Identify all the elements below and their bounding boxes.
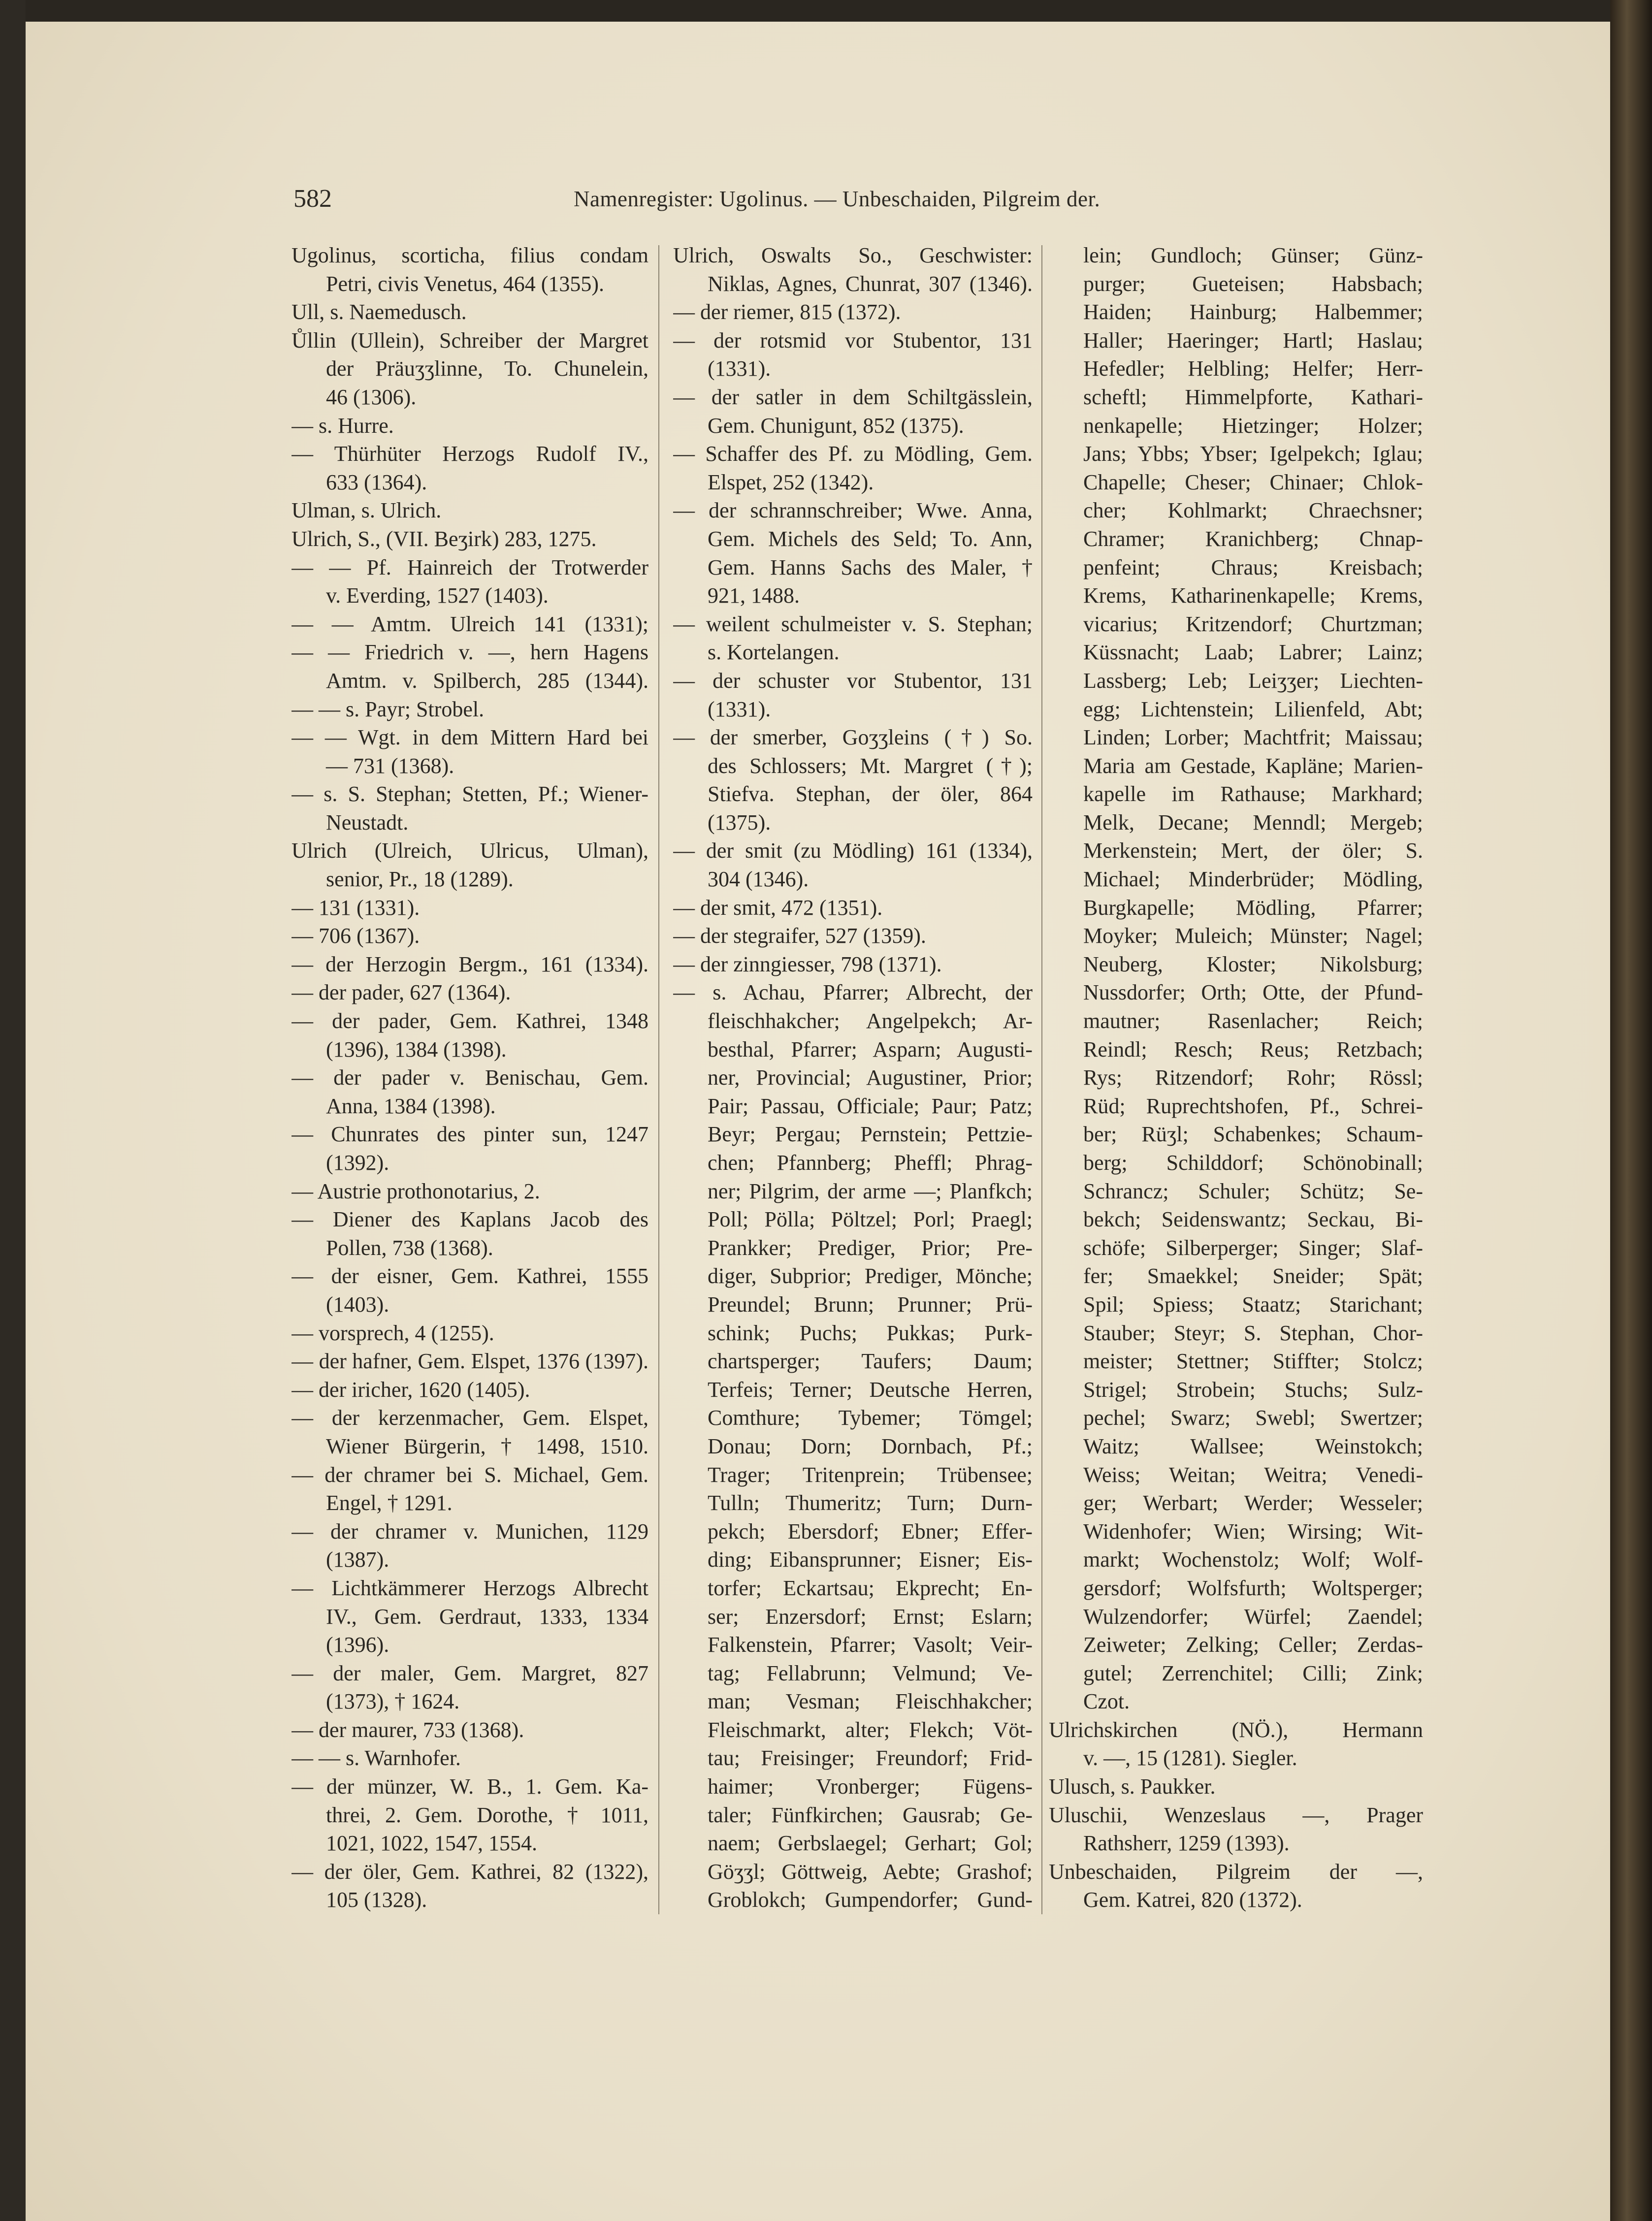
index-line: Strigel; Strobein; Stuchs; Sulz-	[1083, 1377, 1423, 1402]
index-line: Poll; Pölla; Pöltzel; Porl; Praegl;	[708, 1207, 1033, 1232]
index-column-1	[292, 241, 648, 1914]
index-line: berg; Schilddorf; Schönobinall;	[1083, 1151, 1423, 1175]
index-line: Anna, 1384 (1398).	[326, 1094, 496, 1118]
index-line: Hefedler; Helbling; Helfer; Herr-	[1083, 356, 1423, 381]
index-line: — — Amtm. Ulreich 141 (1331);	[292, 612, 648, 636]
scan-border-left	[0, 0, 26, 2221]
index-line: Comthure; Tybemer; Tömgel;	[708, 1406, 1033, 1430]
index-line: Waitz; Wallsee; Weinstokch;	[1083, 1434, 1423, 1458]
index-line: Rüd; Ruprechtshofen, Pf., Schrei-	[1083, 1094, 1423, 1118]
index-line: — der maurer, 733 (1368).	[292, 1717, 524, 1742]
index-line: chartsperger; Taufers; Daum;	[708, 1349, 1033, 1374]
index-line: — der hafner, Gem. Elspet, 1376 (1397).	[292, 1349, 648, 1374]
index-line: (1331).	[708, 356, 771, 381]
index-line: — — Friedrich v. —, hern Hagens	[292, 640, 648, 665]
index-line: — der pader v. Benischau, Gem.	[292, 1065, 648, 1090]
index-line: — s. S. Stephan; Stetten, Pf.; Wiener-	[292, 782, 648, 806]
index-line: egg; Lichtenstein; Lilienfeld, Abt;	[1083, 697, 1423, 721]
index-line: Ulusch, s. Paukker.	[1049, 1774, 1216, 1799]
index-line: Elspet, 252 (1342).	[708, 470, 874, 494]
index-line: Jans; Ybbs; Ybser; Igelpekch; Iglau;	[1083, 442, 1423, 466]
index-line: — Austrie prothonotarius, 2.	[292, 1179, 540, 1203]
index-line: tau; Freisinger; Freundorf; Frid-	[708, 1746, 1033, 1770]
index-line: Ugolinus, scorticha, filius condam	[292, 243, 648, 267]
index-line: vicarius; Kritzendorf; Churtzman;	[1083, 612, 1423, 636]
index-line: Ulman, s. Ulrich.	[292, 498, 442, 523]
index-line: ner, Provincial; Augustiner, Prior;	[708, 1065, 1033, 1090]
index-line: Pollen, 738 (1368).	[326, 1235, 493, 1260]
index-line: (1375).	[708, 810, 771, 835]
index-line: torfer; Eckartsau; Ekprecht; En-	[708, 1576, 1033, 1600]
index-line: haimer; Vronberger; Fügens-	[708, 1774, 1033, 1799]
index-line: Ulrich (Ulreich, Ulricus, Ulman),	[292, 838, 648, 863]
index-line: gersdorf; Wolfsfurth; Woltsperger;	[1083, 1576, 1423, 1600]
index-line: Fleischmarkt, alter; Flekch; Vöt-	[708, 1717, 1033, 1742]
index-line: besthal, Pfarrer; Asparn; Augusti-	[708, 1037, 1033, 1062]
index-line: diger, Subprior; Prediger, Mönche;	[708, 1264, 1033, 1288]
index-line: Widenhofer; Wien; Wirsing; Wit-	[1083, 1519, 1423, 1544]
index-line: — — Pf. Hainreich der Trotwerder	[292, 555, 648, 579]
index-line: — s. Hurre.	[292, 413, 394, 438]
index-line: Linden; Lorber; Machtfrit; Maissau;	[1083, 725, 1423, 750]
index-line: — der smit (zu Mödling) 161 (1334),	[673, 838, 1033, 863]
index-line: ger; Werbart; Werder; Wesseler;	[1083, 1491, 1423, 1515]
index-line: 633 (1364).	[326, 470, 427, 494]
index-line: Wulzendorfer; Würfel; Zaendel;	[1083, 1604, 1423, 1629]
index-line: 105 (1328).	[326, 1888, 427, 1912]
index-line: — — s. Payr; Strobel.	[292, 697, 485, 721]
index-line: Preundel; Brunn; Prunner; Prü-	[708, 1292, 1033, 1317]
index-line: Petri, civis Venetus, 464 (1355).	[326, 271, 605, 296]
index-line: kapelle im Rathause; Markhard;	[1083, 782, 1423, 806]
index-line: Stiefva. Stephan, der öler, 864	[708, 782, 1033, 806]
index-line: senior, Pr., 18 (1289).	[326, 867, 514, 892]
index-line: Haiden; Hainburg; Halbemmer;	[1083, 300, 1423, 324]
scan-border-top	[0, 0, 1652, 22]
index-line: purger; Gueteisen; Habsbach;	[1083, 271, 1423, 296]
index-line: gutel; Zerrenchitel; Cilli; Zink;	[1083, 1661, 1423, 1685]
index-line: Neustadt.	[326, 810, 409, 835]
index-line: Prankker; Prediger, Prior; Pre-	[708, 1235, 1033, 1260]
index-line: Weiss; Weitan; Weitra; Venedi-	[1083, 1462, 1423, 1487]
index-line: (1396), 1384 (1398).	[326, 1037, 507, 1062]
index-line: Ulrichskirchen (NÖ.), Hermann	[1049, 1717, 1423, 1742]
index-line: Chramer; Kranichberg; Chnap-	[1083, 526, 1423, 551]
index-line: bekch; Seidenswantz; Seckau, Bi-	[1083, 1207, 1423, 1232]
index-line: v. Everding, 1527 (1403).	[326, 583, 549, 608]
index-line: — der öler, Gem. Kathrei, 82 (1322),	[292, 1859, 648, 1884]
index-line: v. —, 15 (1281). Siegler.	[1083, 1746, 1297, 1770]
index-line: — Schaffer des Pf. zu Mödling, Gem.	[673, 442, 1033, 466]
index-line: — der satler in dem Schiltgässlein,	[673, 385, 1033, 409]
index-line: Amtm. v. Spilberch, 285 (1344).	[326, 668, 648, 693]
index-line: Groblokch; Gumpendorfer; Gund-	[708, 1888, 1033, 1912]
index-line: mautner; Rasenlacher; Reich;	[1083, 1009, 1423, 1033]
index-line: — der eisner, Gem. Kathrei, 1555	[292, 1264, 648, 1288]
index-line: Terfeis; Terner; Deutsche Herren,	[708, 1377, 1033, 1402]
index-line: — der riemer, 815 (1372).	[673, 300, 901, 324]
index-line: Niklas, Agnes, Chunrat, 307 (1346).	[708, 271, 1033, 296]
index-line: (1387).	[326, 1547, 389, 1572]
index-line: — der pader, 627 (1364).	[292, 980, 511, 1005]
index-line: — der smit, 472 (1351).	[673, 895, 883, 920]
index-line: — weilent schulmeister v. S. Stephan;	[673, 612, 1033, 636]
index-line: Gem. Michels des Seld; To. Ann,	[708, 526, 1033, 551]
index-line: chen; Pfannberg; Pheffl; Phrag-	[708, 1151, 1033, 1175]
index-line: Stauber; Steyr; S. Stephan, Chor-	[1083, 1320, 1423, 1345]
index-line: schöfe; Silberperger; Singer; Slaf-	[1083, 1235, 1423, 1260]
index-line: — 706 (1367).	[292, 924, 420, 948]
index-line: Göʒʒl; Göttweig, Aebte; Grashof;	[708, 1859, 1033, 1884]
index-line: tag; Fellabrunn; Velmund; Ve-	[708, 1661, 1033, 1685]
index-line: — Lichtkämmerer Herzogs Albrecht	[292, 1576, 648, 1600]
index-line: — Thürhüter Herzogs Rudolf IV.,	[292, 442, 648, 466]
index-line: Czot.	[1083, 1689, 1130, 1714]
index-line: — der schrannschreiber; Wwe. Anna,	[673, 498, 1033, 523]
index-line: Ull, s. Naemedusch.	[292, 300, 467, 324]
index-line: IV., Gem. Gerdraut, 1333, 1334	[326, 1604, 648, 1629]
index-line: ber; Rüʒl; Schabenkes; Schaum-	[1083, 1122, 1423, 1147]
index-line: man; Vesman; Fleischhakcher;	[708, 1689, 1033, 1714]
index-line: pechel; Swarz; Swebl; Swertzer;	[1083, 1406, 1423, 1430]
index-line: — s. Achau, Pfarrer; Albrecht, der	[673, 980, 1033, 1005]
index-line: — der stegraifer, 527 (1359).	[673, 924, 926, 948]
index-line: Rys; Ritzendorf; Rohr; Rössl;	[1083, 1065, 1423, 1090]
index-line: fleischhakcher; Angelpekch; Ar-	[708, 1009, 1033, 1033]
index-line: Melk, Decane; Menndl; Mergeb;	[1083, 810, 1423, 835]
index-line: Gem. Hanns Sachs des Maler, †	[708, 555, 1033, 579]
index-line: Michael; Minderbrüder; Mödling,	[1083, 867, 1423, 892]
page-number: 582	[293, 185, 332, 213]
index-line: — der schuster vor Stubentor, 131	[673, 668, 1033, 693]
index-line: — der Herzogin Bergm., 161 (1334).	[292, 952, 648, 976]
index-line: penfeint; Chraus; Kreisbach;	[1083, 555, 1423, 579]
index-line: des Schlossers; Mt. Margret (†);	[708, 753, 1033, 778]
index-line: 921, 1488.	[708, 583, 800, 608]
index-line: ser; Enzersdorf; Ernst; Eslarn;	[708, 1604, 1033, 1629]
index-line: — der chramer bei S. Michael, Gem.	[292, 1462, 648, 1487]
index-line: schink; Puchs; Pukkas; Purk-	[708, 1320, 1033, 1345]
index-line: — der pader, Gem. Kathrei, 1348	[292, 1009, 648, 1033]
index-line: Ůllin (Ullein), Schreiber der Margret	[292, 328, 648, 353]
index-line: Donau; Dorn; Dornbach, Pf.;	[708, 1434, 1033, 1458]
index-line: Reindl; Resch; Reus; Retzbach;	[1083, 1037, 1423, 1062]
index-line: 304 (1346).	[708, 867, 809, 892]
index-line: der Präuʒʒlinne, To. Chunelein,	[326, 356, 648, 381]
index-line: — Diener des Kaplans Jacob des	[292, 1207, 648, 1232]
index-line: — 131 (1331).	[292, 895, 420, 920]
index-line: ner; Pilgrim, der arme —; Planfkch;	[708, 1179, 1033, 1203]
column-rule-2	[1041, 245, 1042, 1914]
index-line: ding; Eibansprunner; Eisner; Eis-	[708, 1547, 1033, 1572]
index-line: Wiener Bürgerin, † 1498, 1510.	[326, 1434, 648, 1458]
index-line: meister; Stettner; Stiffter; Stolcz;	[1083, 1349, 1423, 1374]
index-line: taler; Fünfkirchen; Gausrab; Ge-	[708, 1803, 1033, 1827]
index-line: (1373), † 1624.	[326, 1689, 460, 1714]
index-line: — der chramer v. Munichen, 1129	[292, 1519, 648, 1544]
index-line: (1331).	[708, 697, 771, 721]
index-line: scheftl; Himmelpforte, Kathari-	[1083, 385, 1423, 409]
index-line: Moyker; Muleich; Münster; Nagel;	[1083, 924, 1423, 948]
index-line: — der rotsmid vor Stubentor, 131	[673, 328, 1033, 353]
index-line: lein; Gundloch; Günser; Günz-	[1083, 243, 1423, 267]
index-line: Uluschii, Wenzeslaus —, Prager	[1049, 1803, 1423, 1827]
book-spine	[1610, 0, 1652, 2221]
index-line: Engel, † 1291.	[326, 1491, 453, 1515]
index-line: Trager; Tritenprein; Trübensee;	[708, 1462, 1033, 1487]
index-line: Beyr; Pergau; Pernstein; Pettzie-	[708, 1122, 1033, 1147]
index-line: — der maler, Gem. Margret, 827	[292, 1661, 648, 1685]
running-head: Namenregister: Ugolinus. — Unbeschaiden, Pilgreim der.	[574, 187, 1101, 211]
index-line: Rathsherr, 1259 (1393).	[1083, 1831, 1290, 1856]
index-column-2	[673, 241, 1033, 1914]
index-line: Tulln; Thumeritz; Turn; Durn-	[708, 1491, 1033, 1515]
index-line: s. Kortelangen.	[708, 640, 840, 665]
index-line: 1021, 1022, 1547, 1554.	[326, 1831, 537, 1856]
index-line: Küssnacht; Laab; Labrer; Lainz;	[1083, 640, 1423, 665]
index-line: (1396).	[326, 1633, 389, 1657]
index-line: Ulrich, Oswalts So., Geschwister:	[673, 243, 1033, 267]
index-line: — Chunrates des pinter sun, 1247	[292, 1122, 648, 1147]
index-line: Gem. Chunigunt, 852 (1375).	[708, 413, 964, 438]
index-line: — vorsprech, 4 (1255).	[292, 1320, 494, 1345]
index-line: Krems, Katharinenkapelle; Krems,	[1083, 583, 1423, 608]
index-line: Ulrich, S., (VII. Beʒirk) 283, 1275.	[292, 526, 597, 551]
index-line: — der iricher, 1620 (1405).	[292, 1377, 530, 1402]
index-line: — — s. Warnhofer.	[292, 1746, 461, 1770]
column-rule-1	[658, 245, 659, 1914]
index-line: (1392).	[326, 1151, 389, 1175]
index-line: Chapelle; Cheser; Chinaer; Chlok-	[1083, 470, 1423, 494]
index-line: — der zinngiesser, 798 (1371).	[673, 952, 942, 976]
index-line: — — Wgt. in dem Mittern Hard bei	[292, 725, 648, 750]
index-column-3	[1049, 241, 1423, 1914]
index-line: — der kerzenmacher, Gem. Elspet,	[292, 1406, 648, 1430]
index-line: threi, 2. Gem. Dorothe, † 1011,	[326, 1803, 648, 1827]
index-line: — der münzer, W. B., 1. Gem. Ka-	[292, 1774, 648, 1799]
index-line: Burgkapelle; Mödling, Pfarrer;	[1083, 895, 1423, 920]
index-line: Lassberg; Leb; Leiʒʒer; Liechten-	[1083, 668, 1423, 693]
index-line: Falkenstein, Pfarrer; Vasolt; Veir-	[708, 1633, 1033, 1657]
index-line: Unbeschaiden, Pilgreim der —,	[1049, 1859, 1423, 1884]
index-line: Merkenstein; Mert, der öler; S.	[1083, 838, 1423, 863]
index-line: Haller; Haeringer; Hartl; Haslau;	[1083, 328, 1423, 353]
index-line: nenkapelle; Hietzinger; Holzer;	[1083, 413, 1423, 438]
index-line: — 731 (1368).	[326, 753, 454, 778]
index-line: naem; Gerbslaegel; Gerhart; Gol;	[708, 1831, 1033, 1856]
index-line: Maria am Gestade, Kapläne; Marien-	[1083, 753, 1423, 778]
index-line: — der smerber, Goʒʒleins (†) So.	[673, 725, 1033, 750]
index-line: Schrancz; Schuler; Schütz; Se-	[1083, 1179, 1423, 1203]
index-line: cher; Kohlmarkt; Chraechsner;	[1083, 498, 1423, 523]
index-line: Zeiweter; Zelking; Celler; Zerdas-	[1083, 1633, 1423, 1657]
index-line: markt; Wochenstolz; Wolf; Wolf-	[1083, 1547, 1423, 1572]
index-line: Gem. Katrei, 820 (1372).	[1083, 1888, 1302, 1912]
index-line: Nussdorfer; Orth; Otte, der Pfund-	[1083, 980, 1423, 1005]
index-line: fer; Smaekkel; Sneider; Spät;	[1083, 1264, 1423, 1288]
index-line: pekch; Ebersdorf; Ebner; Effer-	[708, 1519, 1033, 1544]
index-line: Spil; Spiess; Staatz; Starichant;	[1083, 1292, 1423, 1317]
index-line: Pair; Passau, Officiale; Paur; Patz;	[708, 1094, 1033, 1118]
index-line: 46 (1306).	[326, 385, 417, 409]
index-line: Neuberg, Kloster; Nikolsburg;	[1083, 952, 1423, 976]
index-line: (1403).	[326, 1292, 389, 1317]
